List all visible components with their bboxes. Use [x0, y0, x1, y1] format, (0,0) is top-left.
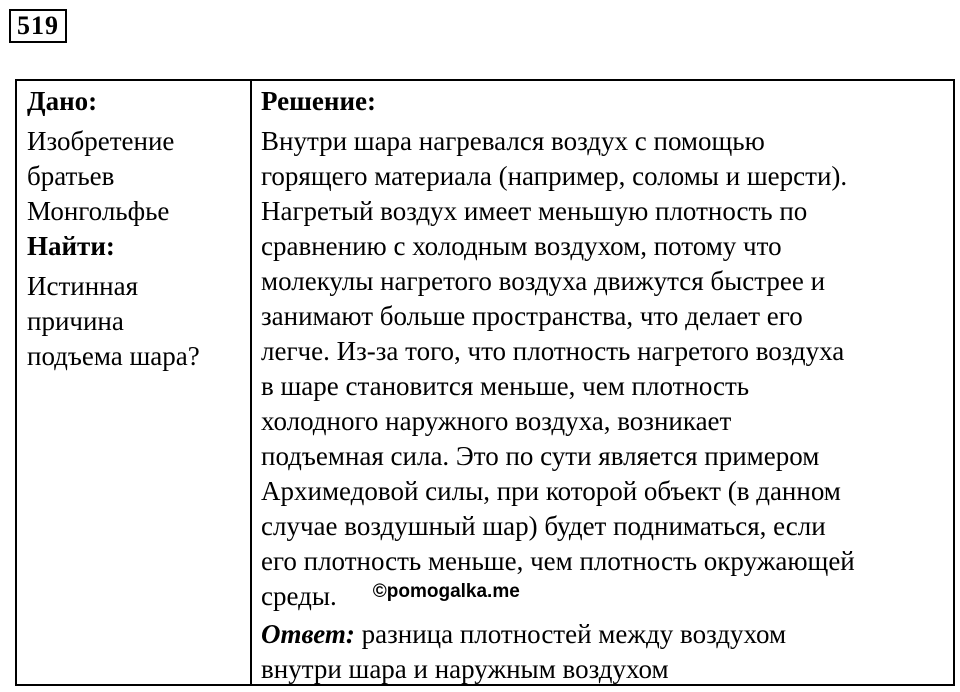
answer-line-2: внутри шара и наружным воздухом — [261, 654, 669, 684]
given-line: Монгольфье — [27, 196, 170, 226]
solution-line: сравнению с холодным воздухом, потому что — [261, 231, 782, 261]
given-line: братьев — [27, 161, 115, 191]
find-line: Истинная — [27, 271, 139, 301]
given-line: Изобретение — [27, 126, 175, 156]
solution-line: Нагретый воздух имеет меньшую плотность по — [261, 196, 808, 226]
solution-line: холодного наружного воздуха, возникает — [261, 406, 732, 436]
answer-line — [261, 617, 951, 652]
given-column — [27, 84, 249, 374]
solution-line: подъемная сила. Это по сути является примером — [261, 441, 820, 471]
solution-line-end: среды. — [261, 581, 337, 611]
watermark: ©pomogalka.me — [372, 581, 520, 602]
solution-line: легче. Из-за того, что плотность нагретого воздуха — [261, 336, 845, 366]
answer-text: разница плотностей между воздухом — [361, 619, 787, 649]
given-label: Дано: — [27, 86, 98, 116]
find-label: Найти: — [27, 231, 115, 261]
solution-last-line — [261, 579, 951, 617]
find-line: подъема шара? — [27, 341, 200, 371]
find-line: причина — [27, 306, 124, 336]
solution-column — [261, 84, 951, 687]
solution-line: его плотность меньше, чем плотность окружающей — [261, 546, 855, 576]
answer-label: Ответ: — [261, 619, 355, 649]
solution-line: занимают больше пространства, что делает его — [261, 301, 803, 331]
solution-line: Внутри шара нагревался воздух с помощью — [261, 126, 765, 156]
solution-label: Решение: — [261, 86, 376, 116]
problem-number: 519 — [9, 9, 67, 43]
solution-line: горящего материала (например, соломы и шерсти). — [261, 161, 848, 191]
solution-line: Архимедовой силы, при которой объект (в данном — [261, 476, 841, 506]
solution-line: в шаре становится меньше, чем плотность — [261, 371, 750, 401]
solution-line: молекулы нагретого воздуха движутся быстрее и — [261, 266, 826, 296]
column-divider — [250, 79, 252, 686]
solution-line: случае воздушный шар) будет подниматься, если — [261, 511, 826, 541]
